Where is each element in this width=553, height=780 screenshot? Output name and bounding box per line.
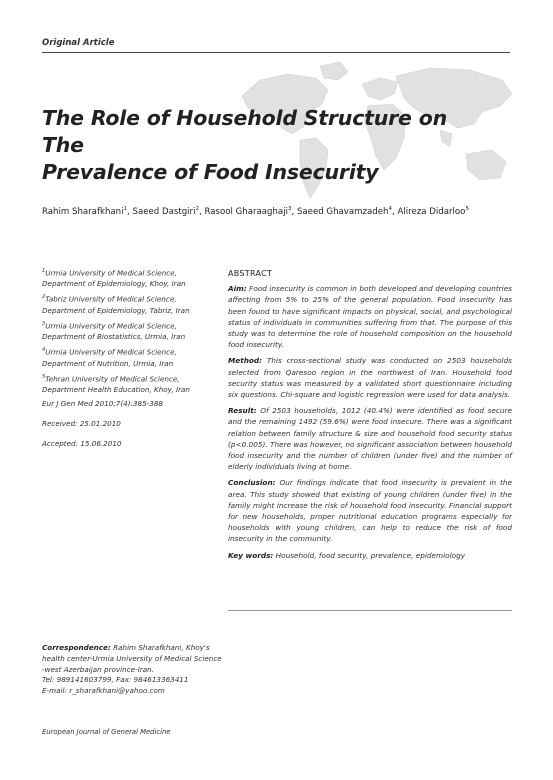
- author: Alireza Didarloo$^5$: [397, 206, 469, 217]
- title-line-1: The Role of Household Structure on The: [42, 106, 447, 157]
- title-line-2: Prevalence of Food Insecurity: [42, 160, 379, 184]
- abstract-conclusion: Conclusion: Our findings indicate that food insecurity is prevalent in the area. This study showed that existing of young children (under five) in the family might increase the risk of household food insecurity. Financial support for new households, proper nutritional education programs especially for households with young children, can help to reduce the risk of food insecurity in the community.: [228, 478, 513, 544]
- author-list: [42, 206, 512, 217]
- abstract-rule: [228, 610, 512, 611]
- article-type: Original Article: [42, 38, 115, 48]
- abstract-aim: Aim: Food insecurity is common in both developed and developing countries affecting from 5% to 25% of the general population. Food insecurity has been found to have significant impacts on physical, social, and psychological status of individuals in communities suffering from that. The purpose of this study was to determine the role of household composition on the household food insecurity.: [228, 284, 512, 350]
- accepted-date: Accepted: 15.06.2010: [42, 438, 122, 448]
- affiliation: $^1$Urmia University of Medical Science, Department of Epidemiology, Khoy, Iran: [42, 268, 186, 289]
- affiliation: $^2$Tabriz University of Medical Science, Department of Epidemiology, Tabriz, Iran: [42, 294, 190, 315]
- affiliation: $^4$Urmia University of Medical Science, Department of Nutrition, Urmia, Iran: [42, 347, 177, 368]
- journal-footer: European Journal of General Medicine: [42, 728, 171, 736]
- correspondence-phone: Tel: 989141603799, Fax: 984613363411: [42, 675, 189, 685]
- correspondence-email[interactable]: E-mail: r_sharafkhani@yahoo.com: [42, 686, 165, 696]
- abstract-result: Result: Of 2503 households, 1012 (40.4%) were identified as food secure and the remaining 1492 (59.6%) were food insecure. There was a significant relation between family structure & size and household food security status (p<0.005). There was however, no significant association between household food insecurity and the number of children (under five) and the number of elderly individuals living at home.: [228, 406, 512, 472]
- correspondence-address: Correspondence: Rahim Sharafkhani, Khoy's health center-Urmia University of Medical Science -west Azerbaijan province-Iran.: [42, 643, 222, 674]
- abstract-column: [228, 268, 512, 566]
- header-rule: [42, 52, 510, 53]
- affiliations-column: [42, 266, 210, 458]
- affiliation: $^3$Urmia University of Medical Science, Department of Biostatistics, Urmia, Iran: [42, 320, 186, 342]
- abstract-heading: ABSTRACT: [228, 269, 273, 278]
- author: Rahim Sharafkhani$^1$,: [42, 206, 133, 217]
- citation: Eur J Gen Med 2010;7(4):385-388: [42, 398, 163, 408]
- correspondence-block: [42, 643, 222, 697]
- author: Rasool Gharaaghaji$^3$,: [204, 206, 297, 217]
- keywords: Key words: Household, food security, prevalence, epidemiology: [228, 550, 466, 560]
- author: Saeed Dastgiri$^2$,: [132, 206, 205, 217]
- author: Saeed Ghavamzadeh$^4$,: [296, 206, 398, 217]
- received-date: Received: 25.01.2010: [42, 418, 121, 428]
- abstract-method: Method: This cross-sectional study was conducted on 2503 households selected from Qaresoo region in the northwest of Iran. Household food security status was measured by a validated short questionnaire including six questions. Chi-square and logistic regression were used for data analysis.: [228, 356, 512, 400]
- affiliation: $^5$Tehran University of Medical Science, Department Health Education, Khoy, Iran: [42, 373, 190, 394]
- article-title: [42, 105, 482, 186]
